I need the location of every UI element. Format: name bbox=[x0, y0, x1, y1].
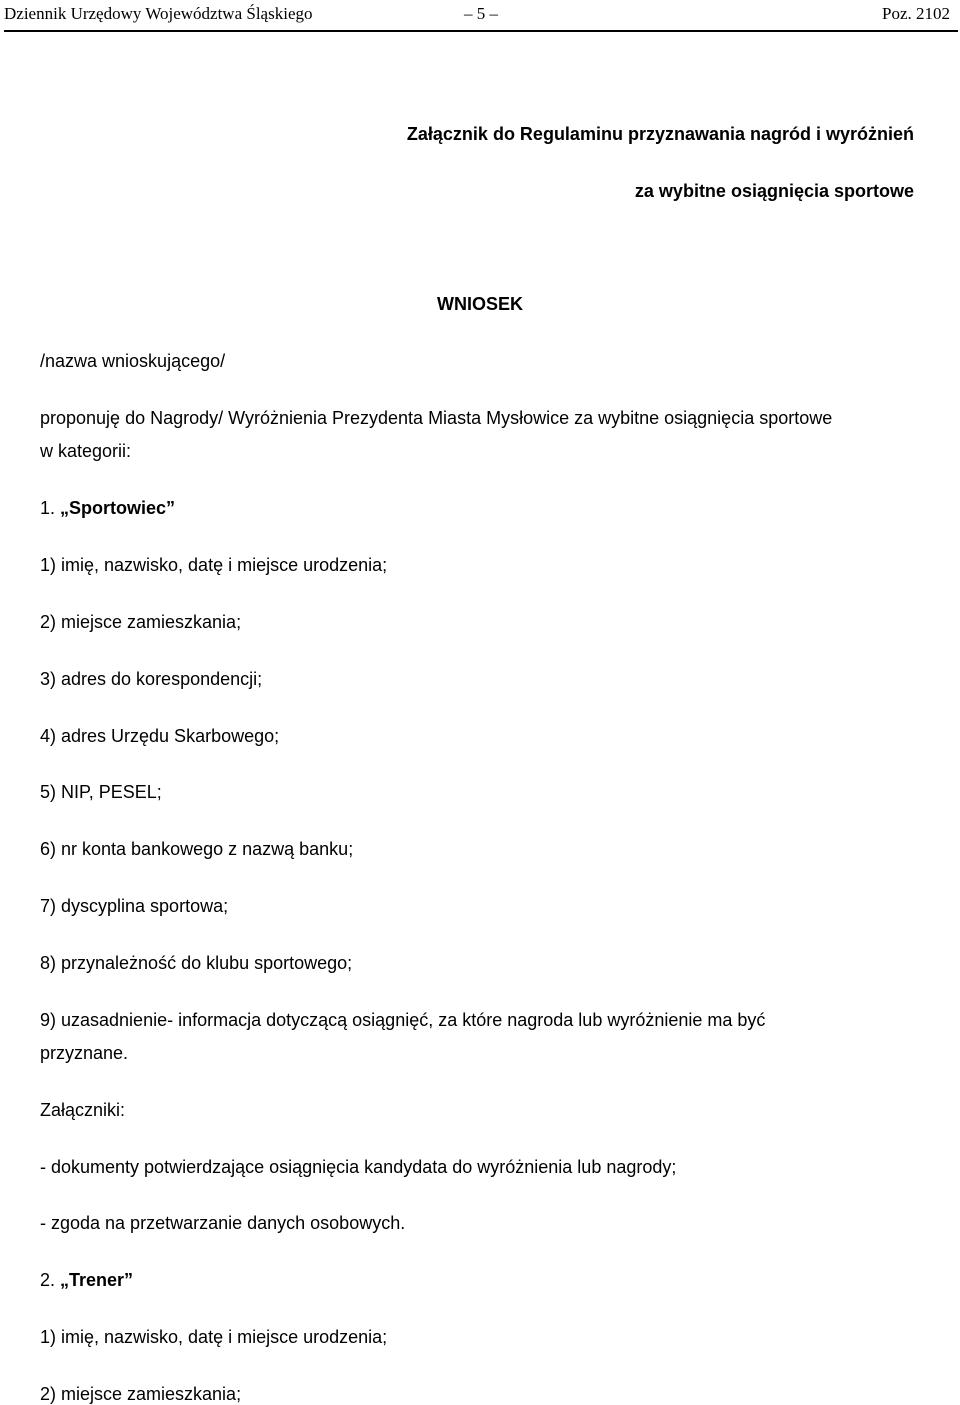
section1-heading bbox=[40, 497, 175, 519]
page-header bbox=[4, 0, 958, 32]
annex-title-line2: za wybitne osiągnięcia sportowe bbox=[634, 181, 914, 201]
list-item: 8) przynależność do klubu sportowego; bbox=[40, 953, 353, 973]
section1-number: 1. bbox=[40, 498, 56, 518]
proposal-line2: w kategorii: bbox=[40, 441, 132, 461]
list-item: 2) miejsce zamieszkania; bbox=[40, 612, 242, 632]
section2-title: „Trener” bbox=[60, 1270, 134, 1290]
section2-heading bbox=[40, 1269, 133, 1291]
applicant-placeholder: /nazwa wnioskującego/ bbox=[40, 351, 226, 371]
journal-name: Dziennik Urzędowy Województwa Śląskiego bbox=[4, 4, 313, 23]
attachments-label: Załączniki: bbox=[40, 1100, 126, 1120]
proposal-line1: proponuję do Nagrody/ Wyróżnienia Prezydenta Miasta Mysłowice za wybitne osiągnięcia sportowe bbox=[40, 408, 833, 428]
section2-number: 2. bbox=[40, 1270, 56, 1290]
document-title: WNIOSEK bbox=[436, 294, 523, 314]
section1-title: „Sportowiec” bbox=[60, 498, 176, 518]
list-item: 7) dyscyplina sportowa; bbox=[40, 896, 229, 916]
list-item: 9) uzasadnienie- informacja dotyczącą osiągnięć, za które nagroda lub wyróżnienie ma być bbox=[40, 1010, 766, 1030]
list-item: 2) miejsce zamieszkania; bbox=[40, 1384, 242, 1404]
list-item-continuation: przyznane. bbox=[40, 1043, 129, 1063]
annex-title-line1: Załącznik do Regulaminu przyznawania nagród i wyróżnień bbox=[406, 124, 914, 144]
list-item: 1) imię, nazwisko, datę i miejsce urodzenia; bbox=[40, 555, 388, 575]
list-item: 6) nr konta bankowego z nazwą banku; bbox=[40, 839, 354, 859]
position-number: Poz. 2102 bbox=[882, 4, 950, 23]
attachment-item: - dokumenty potwierdzające osiągnięcia kandydata do wyróżnienia lub nagrody; bbox=[40, 1157, 677, 1177]
attachment-item: - zgoda na przetwarzanie danych osobowych. bbox=[40, 1213, 406, 1233]
list-item: 4) adres Urzędu Skarbowego; bbox=[40, 726, 280, 746]
list-item: 5) NIP, PESEL; bbox=[40, 782, 162, 802]
list-item: 3) adres do korespondencji; bbox=[40, 669, 263, 689]
page-number: – 5 – bbox=[464, 4, 498, 23]
list-item: 1) imię, nazwisko, datę i miejsce urodzenia; bbox=[40, 1327, 388, 1347]
